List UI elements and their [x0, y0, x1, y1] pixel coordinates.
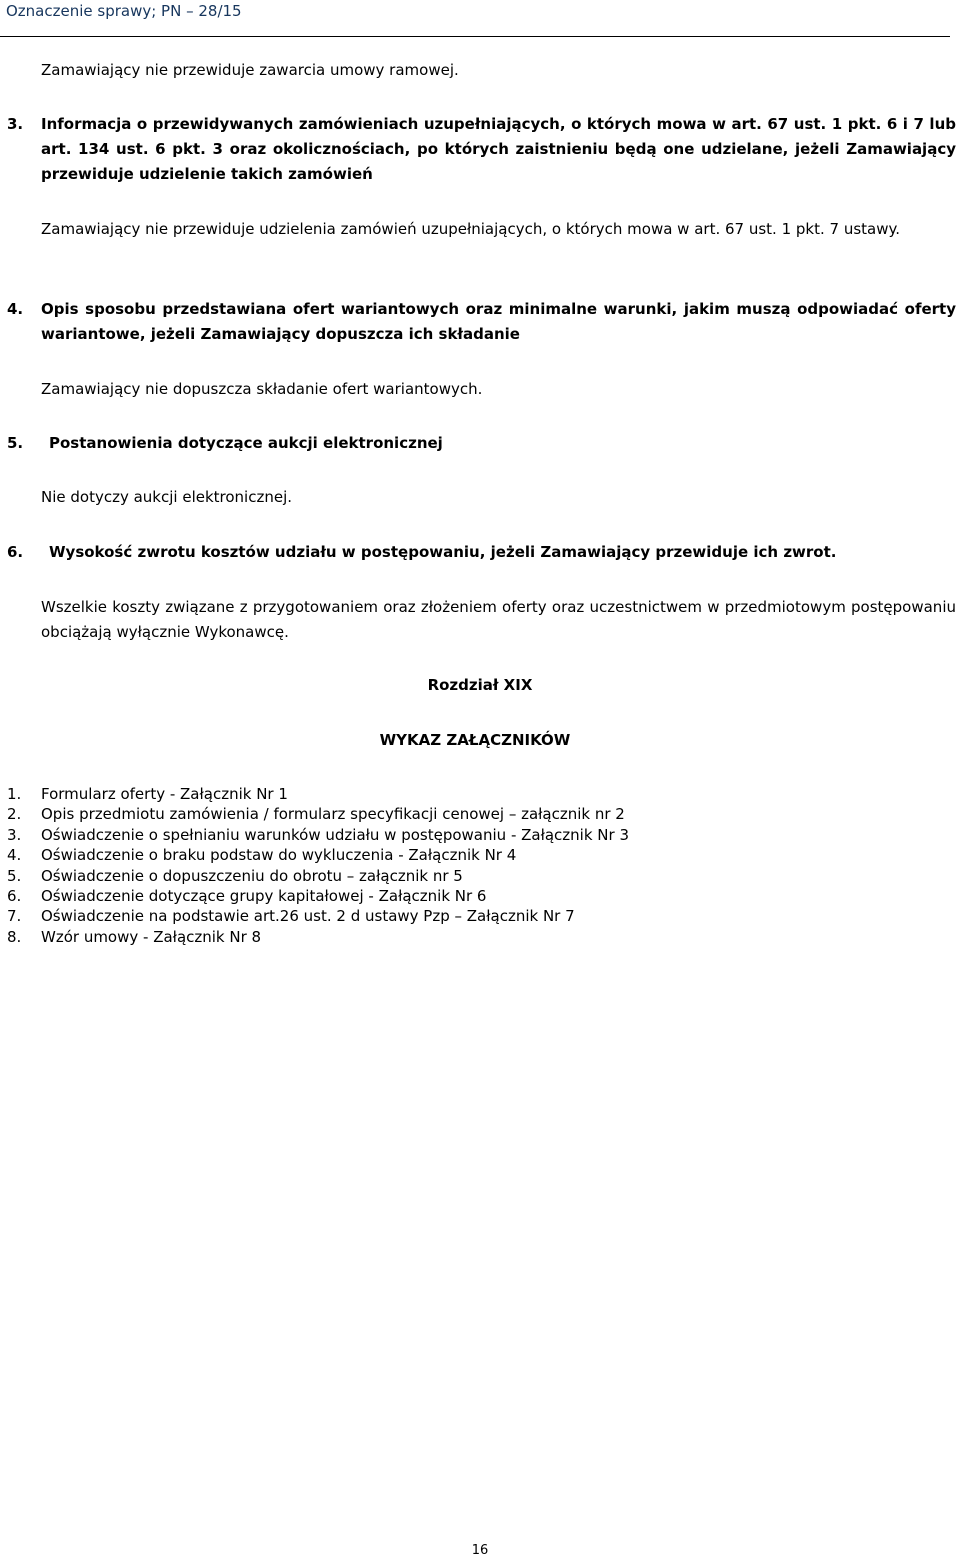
section-4-number: 4. — [7, 300, 24, 318]
list-item-number: 3. — [7, 825, 22, 844]
list-item-number: 7. — [7, 907, 22, 926]
list-item-number: 1. — [7, 785, 22, 803]
section-5-number: 5. — [7, 434, 24, 452]
section-6-text: Wszelkie koszty związane z przygotowaniem oraz złożeniem oferty oraz uczestnictwem w przedmiotowym postępowaniu obciążają wyłącznie Wykonawcę. — [41, 598, 956, 641]
list-item-text: Wzór umowy - Załącznik Nr 8 — [41, 927, 262, 946]
list-item-text: Oświadczenie na podstawie art.26 ust. 2 d ustawy Pzp – Załącznik Nr 7 — [41, 907, 575, 926]
list-item-text: Oświadczenie o spełnianiu warunków udziału w postępowaniu - Załącznik Nr 3 — [41, 825, 630, 844]
section-5-heading: Postanowienia dotyczące aukcji elektronicznej — [49, 434, 443, 452]
list-item-text: Formularz oferty - Załącznik Nr 1 — [41, 785, 288, 803]
section-6-heading: Wysokość zwrotu kosztów udziału w postępowaniu, jeżeli Zamawiający przewiduje ich zwrot. — [49, 543, 837, 561]
header-divider — [0, 36, 950, 37]
section-4-heading: Opis sposobu przedstawiana ofert wariantowych oraz minimalne warunki, jakim muszą odpowiadać oferty wariantowe, jeżeli Zamawiający dopuszcza ich składanie — [41, 300, 956, 343]
list-item-text: Oświadczenie o dopuszczeniu do obrotu – załącznik nr 5 — [41, 866, 463, 885]
list-item-text: Oświadczenie dotyczące grupy kapitałowej - Załącznik Nr 6 — [41, 886, 487, 905]
list-item-number: 5. — [7, 866, 22, 885]
list-item-number: 2. — [7, 805, 22, 824]
document-header: Oznaczenie sprawy; PN – 28/15 — [6, 2, 242, 20]
list-item-text: Opis przedmiotu zamówienia / formularz specyfikacji cenowej – załącznik nr 2 — [41, 805, 625, 824]
list-item-number: 4. — [7, 846, 22, 865]
section-3-number: 3. — [7, 115, 24, 133]
chapter-subtitle: WYKAZ ZAŁĄCZNIKÓW — [379, 731, 571, 749]
list-item-number: 6. — [7, 886, 22, 905]
section-4-text: Zamawiający nie dopuszcza składanie ofert wariantowych. — [41, 380, 483, 398]
list-item-number: 8. — [7, 927, 22, 946]
section-5-text: Nie dotyczy aukcji elektronicznej. — [41, 488, 293, 506]
section-3-text: Zamawiający nie przewiduje udzielenia zamówień uzupełniających, o których mowa w art. 67 ust. 1 pkt. 7 ustawy. — [41, 220, 900, 238]
section-2-text: Zamawiający nie przewiduje zawarcia umowy ramowej. — [41, 61, 459, 79]
page-number: 16 — [471, 1543, 489, 1558]
section-6-number: 6. — [7, 543, 24, 561]
chapter-title: Rozdział XIX — [427, 676, 533, 694]
section-3-heading: Informacja o przewidywanych zamówieniach uzupełniających, o których mowa w art. 67 ust. 1 pkt. 6 i 7 lub art. 134 ust. 6 pkt. 3 oraz okolicznościach, po których zaistnieniu będą one udzielane, jeżeli Zamawiający przewiduje udzielenie takich zamówień — [41, 115, 956, 183]
list-item-text: Oświadczenie o braku podstaw do wykluczenia - Załącznik Nr 4 — [41, 846, 517, 865]
